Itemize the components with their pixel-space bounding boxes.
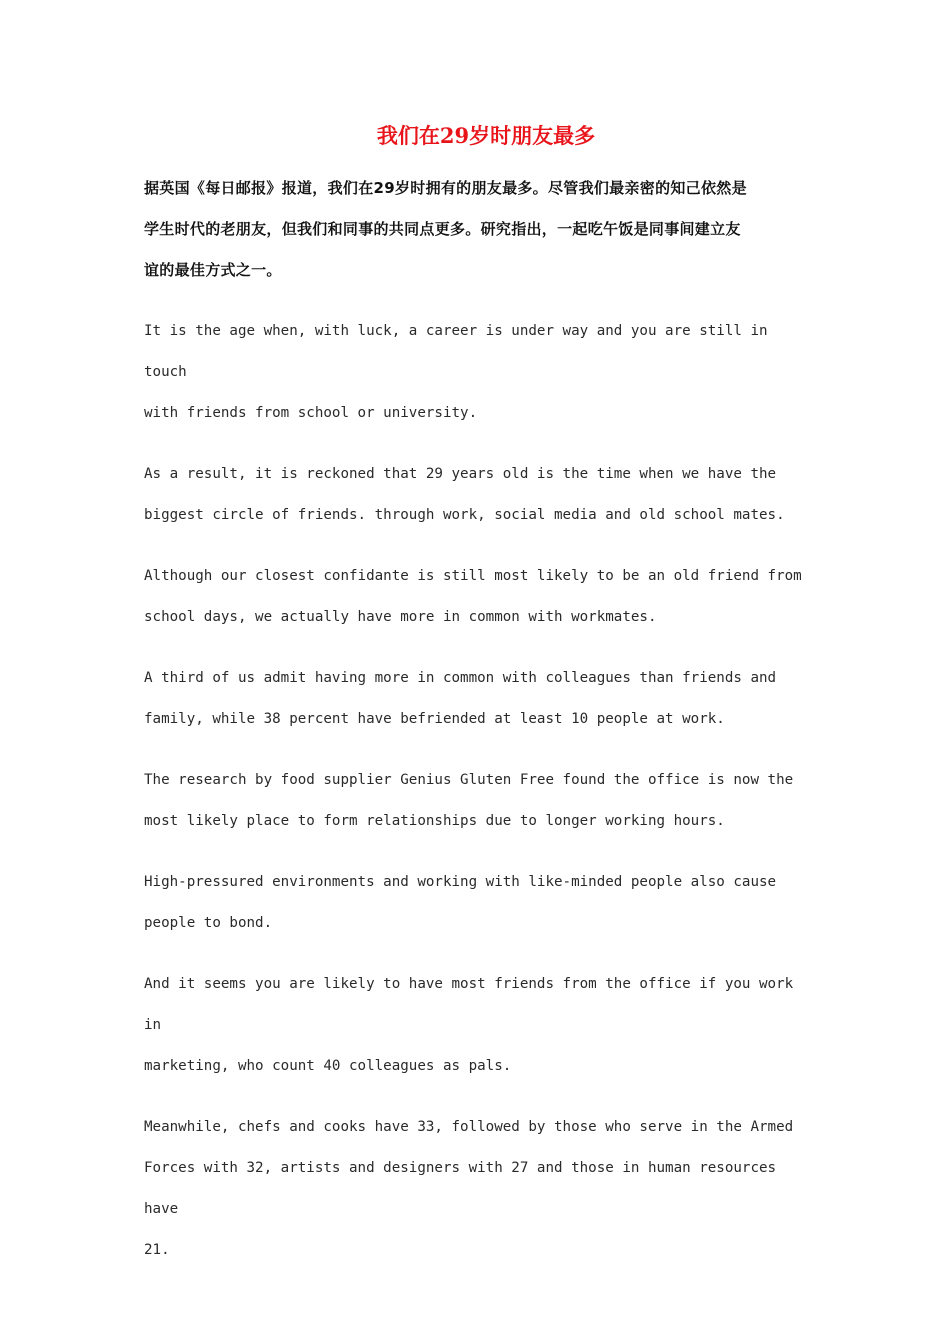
paragraph: [144, 862, 814, 944]
paragraph-line: Forces with 32, artists and designers with 27 and those in human resources have: [144, 1160, 777, 1217]
paragraph-line: As a result, it is reckoned that 29 years old is the time when we have the: [144, 466, 777, 482]
paragraph: [144, 964, 814, 1087]
chinese-summary: [144, 168, 814, 291]
paragraph-line: school days, we actually have more in common with workmates.: [144, 609, 657, 625]
paragraph: [144, 1107, 814, 1271]
paragraph-line: 21.: [144, 1242, 170, 1258]
paragraph-line: Although our closest confidante is still most likely to be an old friend from: [144, 568, 802, 584]
paragraph-line: A third of us admit having more in common with colleagues than friends and: [144, 670, 777, 686]
summary-line: 谊的最佳方式之一。: [144, 261, 282, 279]
paragraph-line: It is the age when, with luck, a career is under way and you are still in touch: [144, 323, 768, 380]
document-page: [144, 118, 814, 1291]
paragraph-line: Meanwhile, chefs and cooks have 33, followed by those who serve in the Armed: [144, 1119, 794, 1135]
paragraph-line: marketing, who count 40 colleagues as pals.: [144, 1058, 512, 1074]
paragraph-line: biggest circle of friends. through work, social media and old school mates.: [144, 507, 785, 523]
paragraph-line: The research by food supplier Genius Gluten Free found the office is now the: [144, 772, 794, 788]
paragraph: [144, 454, 814, 536]
paragraph-line: people to bond.: [144, 915, 273, 931]
paragraph-line: with friends from school or university.: [144, 405, 478, 421]
paragraph: [144, 556, 814, 638]
paragraph-line: High-pressured environments and working with like-minded people also cause: [144, 874, 777, 890]
paragraph: [144, 311, 814, 434]
summary-line: 学生时代的老朋友，但我们和同事的共同点更多。研究指出，一起吃午饭是同事间建立友: [144, 220, 741, 238]
paragraph-line: And it seems you are likely to have most friends from the office if you work in: [144, 976, 794, 1033]
page-title: 我们在29岁时朋友最多: [376, 123, 596, 148]
paragraph: [144, 760, 814, 842]
paragraph-line: most likely place to form relationships due to longer working hours.: [144, 813, 725, 829]
paragraph: [144, 658, 814, 740]
paragraph-line: family, while 38 percent have befriended at least 10 people at work.: [144, 711, 725, 727]
summary-line: 据英国《每日邮报》报道，我们在29岁时拥有的朋友最多。尽管我们最亲密的知己依然是: [144, 179, 747, 197]
